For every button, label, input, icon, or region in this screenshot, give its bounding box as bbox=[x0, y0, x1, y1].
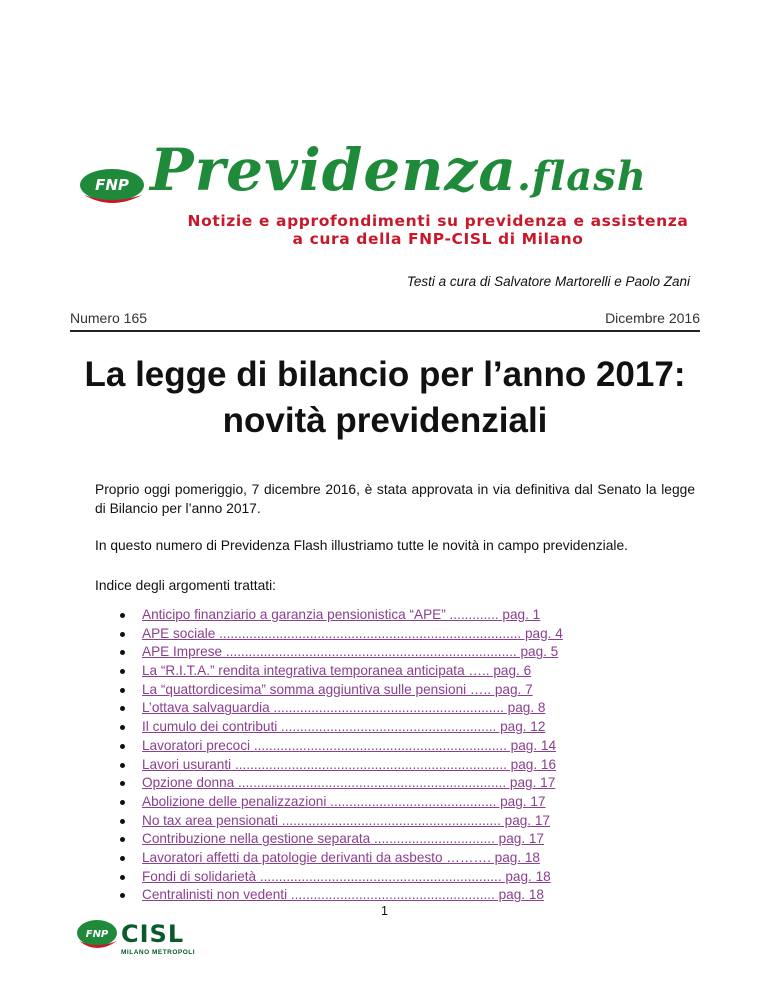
toc-link[interactable]: Opzione donna ....................................................................... pag. 17 bbox=[142, 775, 556, 791]
toc-item bbox=[120, 681, 580, 700]
toc-item bbox=[120, 793, 580, 812]
toc-link[interactable]: Lavori usuranti ........................................................................ pag. 16 bbox=[142, 756, 556, 772]
issue-row bbox=[70, 310, 700, 332]
issue-number: Numero 165 bbox=[70, 310, 148, 326]
toc-link[interactable]: La “quattordicesima” somma aggiuntiva sulle pensioni ….. pag. 7 bbox=[142, 681, 533, 697]
toc-item bbox=[120, 849, 580, 868]
toc-item bbox=[120, 737, 580, 756]
toc-link[interactable]: L’ottava salvaguardia ............................................................. pag. 8 bbox=[142, 700, 546, 716]
toc-link[interactable]: Centralinisti non vedenti ...................................................... pag. 18 bbox=[142, 887, 544, 903]
tagline-line-1: Notizie e approfondimenti su previdenza e assistenza bbox=[187, 212, 689, 230]
toc-link[interactable]: Il cumulo dei contributi ......................................................... pag. 12 bbox=[142, 719, 546, 735]
toc-link[interactable]: Fondi di solidarietà ................................................................ pag. 18 bbox=[142, 868, 551, 884]
page-number: 1 bbox=[381, 904, 388, 918]
index-heading: Indice degli argomenti trattati: bbox=[95, 578, 276, 593]
page-title bbox=[60, 352, 710, 444]
toc-link[interactable]: APE Imprese ............................................................................. pag. 5 bbox=[142, 644, 559, 660]
fnp-badge-text: FNP bbox=[95, 176, 129, 194]
headline-line-2: novità previdenziali bbox=[222, 401, 548, 440]
fnp-cisl-logo-icon bbox=[76, 917, 120, 957]
toc-link[interactable]: Lavoratori affetti da patologie derivanti da asbesto ………. pag. 18 bbox=[142, 849, 540, 865]
toc-item bbox=[120, 625, 580, 644]
brand-main: Previdenza bbox=[150, 136, 517, 204]
toc-item bbox=[120, 718, 580, 737]
toc-link[interactable]: Abolizione delle penalizzazioni ............................................ pag. 17 bbox=[142, 793, 546, 809]
toc-item bbox=[120, 699, 580, 718]
issue-date: Dicembre 2016 bbox=[605, 310, 700, 326]
cisl-subtitle: MILANO METROPOLI bbox=[121, 949, 196, 956]
cisl-logo bbox=[76, 917, 206, 977]
tagline bbox=[178, 212, 698, 248]
toc-link[interactable]: Anticipo finanziario a garanzia pensionistica “APE” ............. pag. 1 bbox=[142, 607, 541, 622]
body-paragraph: In questo numero di Previdenza Flash illustriamo tutte le novità in campo previdenziale. bbox=[95, 538, 628, 553]
masthead bbox=[78, 136, 698, 260]
tagline-line-2: a cura della FNP-CISL di Milano bbox=[292, 230, 584, 248]
toc-item bbox=[120, 812, 580, 831]
toc-link[interactable]: Lavoratori precoci ................................................................... pag. 14 bbox=[142, 737, 556, 753]
toc-item bbox=[120, 606, 580, 625]
cisl-fnp-text: FNP bbox=[85, 929, 109, 940]
toc-item bbox=[120, 756, 580, 775]
brand-title bbox=[150, 136, 647, 204]
toc-item bbox=[120, 774, 580, 793]
toc-link[interactable]: La “R.I.T.A.” rendita integrativa temporanea anticipata ….. pag. 6 bbox=[142, 663, 532, 679]
toc-item bbox=[120, 868, 580, 887]
brand-suffix: .flash bbox=[516, 153, 647, 200]
toc-link[interactable]: Contribuzione nella gestione separata ................................ pag. 17 bbox=[142, 831, 544, 847]
cisl-wordmark: CISL bbox=[121, 920, 185, 948]
toc-item bbox=[120, 886, 580, 905]
toc-link[interactable]: APE sociale ................................................................................ pag. 4 bbox=[142, 625, 563, 641]
toc-link[interactable]: No tax area pensionati .......................................................... pag. 17 bbox=[142, 812, 550, 828]
toc-item bbox=[120, 830, 580, 849]
toc-item bbox=[120, 662, 580, 681]
table-of-contents bbox=[120, 606, 580, 905]
intro-paragraph: Proprio oggi pomeriggio, 7 dicembre 2016, è stata approvata in via definitiva dal Senato la legge di Bilancio per l’anno 2017. bbox=[95, 482, 695, 516]
credits: Testi a cura di Salvatore Martorelli e Paolo Zani bbox=[406, 274, 690, 289]
fnp-logo-icon bbox=[78, 165, 148, 211]
toc-item bbox=[120, 643, 580, 662]
headline-line-1: La legge di bilancio per l’anno 2017: bbox=[84, 355, 686, 394]
